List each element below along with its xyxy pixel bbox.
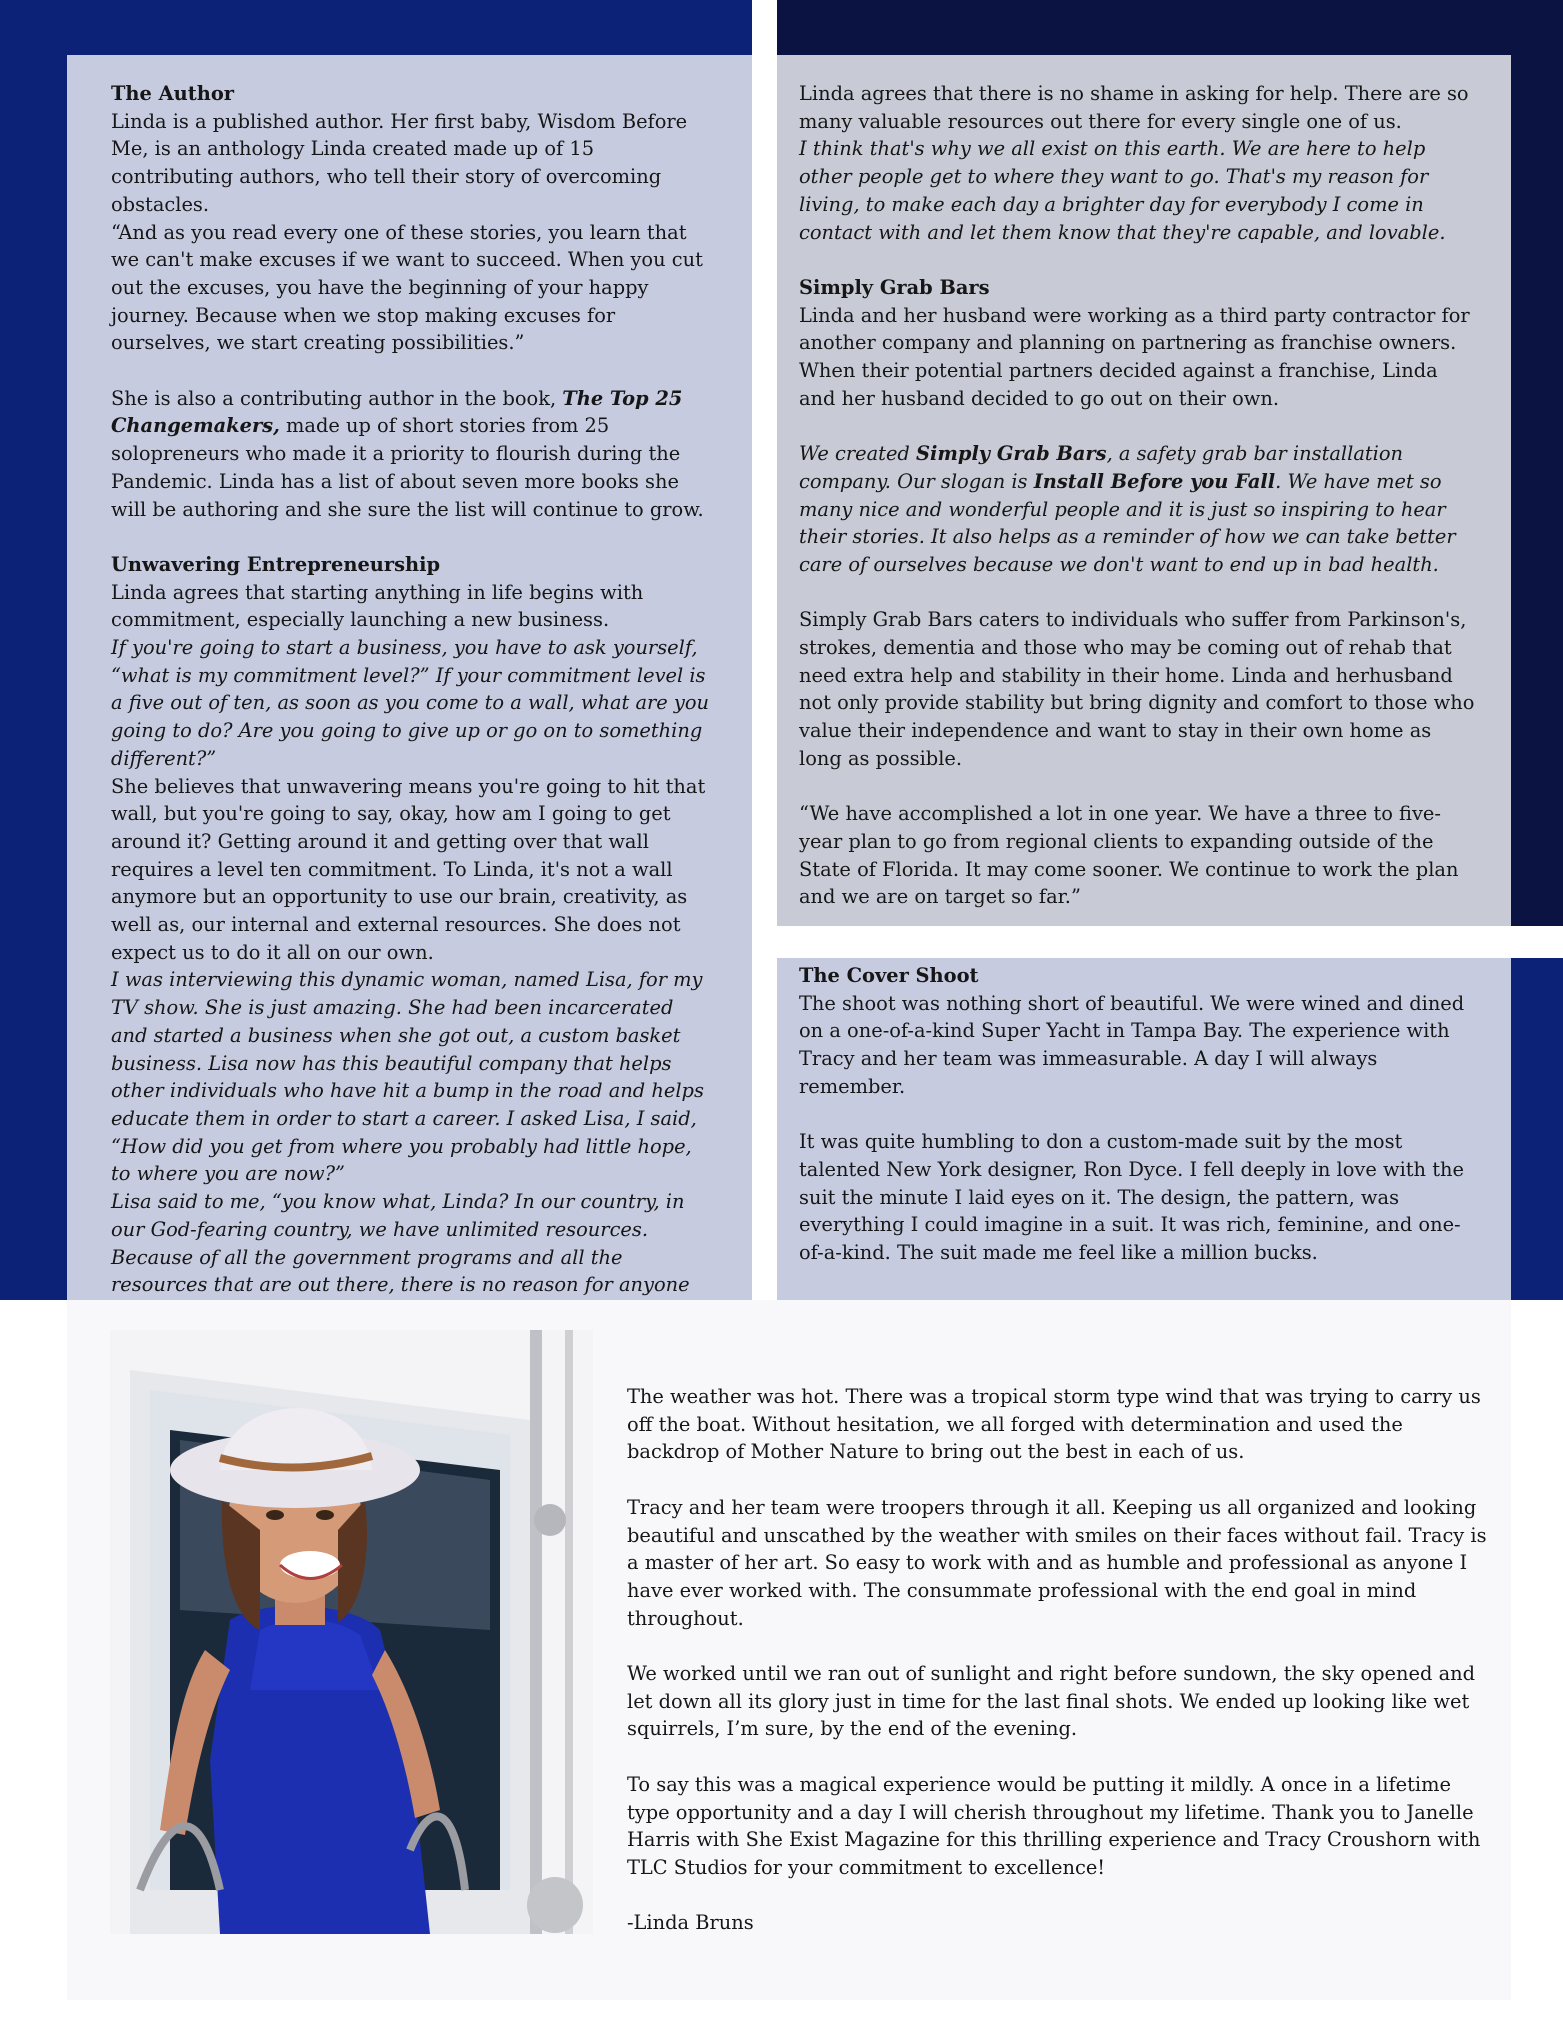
entrepreneurship-quote-3: Lisa said to me, “you know what, Linda? In our country, in our God-fearing country, we have unlimited resources. Because of all the government programs and all the resources that are out there, there is no reason for anyone — [111, 1190, 690, 1297]
right-top-text-panel — [777, 55, 1511, 926]
cover-shoot-section — [799, 962, 1475, 1267]
entrepreneurship-quote-2: I was interviewing this dynamic woman, named Lisa, for my TV show. She is just amazing. She had been incarcerated and started a business when she got out, a custom basket business. Lisa now has this beautiful company that helps other individuals who have hit a bump in the road and helps educate them in order to start a career. I asked Lisa, I said, “How did you get from where you probably had little hope, to where you are now?” — [111, 968, 704, 1186]
company-name: Simply Grab Bars — [916, 442, 1107, 466]
entrepreneurship-heading: Unwavering Entrepreneurship — [111, 552, 441, 576]
author-heading: The Author — [111, 82, 234, 105]
help-and-grab-bars-section — [799, 80, 1475, 911]
author-paragraph-2: “And as you read every one of these stories, you learn that we can't make excuses if we want to succeed. When you cut out the excuses, you have the beginning of your happy journey. Because when we stop making excuses for ourselves, we start creating possibilities.” — [111, 220, 703, 355]
signature: -Linda Bruns — [627, 1911, 754, 1935]
cover-shoot-heading: The Cover Shoot — [799, 964, 979, 987]
grab-bars-paragraph-3: “We have accomplished a lot in one year. We have a three to five-year plan to go from regional clients to expanding outside of the State of Florida. It may come sooner. We continue to work the plan and we are on target so far.” — [799, 802, 1459, 909]
help-paragraph: Linda agrees that there is no shame in asking for help. There are so many valuable resources out there for every single one of us. — [799, 82, 1469, 133]
author-paragraph-1: Linda is a published author. Her first baby, Wisdom Before Me, is an anthology Linda created made up of 15 contributing authors, who tell their story of overcoming obstacles. — [111, 109, 688, 216]
cover-shoot-paragraph-2: It was quite humbling to don a custom-made suit by the most talented New York designer, Ron Dyce. I fell deeply in love with the suit the minute I laid eyes on it. The design, the pattern, was everything I could imagine in a suit. It was rich, feminine, and one-of-a-kind. The suit made me feel like a million bucks. — [799, 1130, 1464, 1265]
author-paragraph-3: She is also a contributing author in the book, The Top 25 Changemakers, made up of short stories from 25 solopreneurs who made it a priority to flourish during the Pandemic. Linda has a list of about seven more books she will be authoring and she sure the list will continue to grow. — [111, 386, 704, 521]
closing-text — [627, 1383, 1495, 1937]
cover-shoot-photo — [110, 1330, 593, 1934]
book-title: The Top 25 Changemakers, — [111, 386, 683, 438]
company-slogan: Install Before you Fall — [1033, 469, 1276, 493]
closing-paragraph-2: Tracy and her team were troopers through it all. Keeping us all organized and looking beautiful and unscathed by the weather with smiles on their faces without fail. Tracy is a master of her art. So easy to work with and as humble and professional as anyone I have ever worked with. The consummate professional with the end goal in mind throughout. — [627, 1495, 1487, 1630]
grab-bars-quote: We created Simply Grab Bars, a safety grab bar installation company. Our slogan is Install Before you Fall. We have met so many nice and wonderful people and it is just so inspiring to hear their stories. It also helps as a reminder of how we can take better care of ourselves because we don't want to end up in bad health. — [799, 442, 1456, 576]
entrepreneurship-paragraph-1: Linda agrees that starting anything in life begins with commitment, especially launching a new business. — [111, 580, 644, 632]
entrepreneurship-paragraph-2: She believes that unwavering means you're going to hit that wall, but you're going to say, okay, how am I going to get around it? Getting around it and getting over that wall requires a level ten commitment. To Linda, it's not a wall anymore but an opportunity to use our brain, creativity, as well as, our internal and external resources. She does not expect us to do it all on our own. — [111, 774, 706, 964]
closing-paragraph-3: We worked until we ran out of sunlight and right before sundown, the sky opened and let down all its glory just in time for the last final shots. We ended up looking like wet squirrels, I’m sure, by the end of the evening. — [627, 1662, 1476, 1741]
cover-shoot-paragraph-1: The shoot was nothing short of beautiful. We were wined and dined on a one-of-a-kind Super Yacht in Tampa Bay. The experience with Tracy and her team was immeasurable. A day I will always remember. — [799, 991, 1465, 1098]
grab-bars-paragraph-1: Linda and her husband were working as a third party contractor for another company and planning on partnering as franchise owners. When their potential partners decided against a franchise, Linda and her husband decided to go out on their own. — [799, 303, 1470, 410]
closing-paragraph-4: To say this was a magical experience would be putting it mildly. A once in a lifetime type opportunity and a day I will cherish throughout my lifetime. Thank you to Janelle Harris with She Exist Magazine for this thrilling experience and Tracy Croushorn with TLC Studios for your commitment to excellence! — [627, 1772, 1481, 1879]
left-text-panel — [67, 55, 752, 1300]
grab-bars-heading: Simply Grab Bars — [799, 275, 990, 299]
help-quote: I think that's why we all exist on this earth. We are here to help other people get to where they want to go. That's my reason for living, to make each day a brighter day for everybody I come in contact with and let them know that they're capable, and lovable. — [799, 137, 1446, 244]
cover-shoot-panel — [777, 958, 1511, 1300]
grab-bars-paragraph-2: Simply Grab Bars caters to individuals who suffer from Parkinson's, strokes, dementia and those who may be coming out of rehab that need extra help and stability in their home. Linda and herhusband not only provide stability but bring dignity and comfort to those who value their independence and want to stay in their own home as long as possible. — [799, 608, 1475, 770]
author-section — [111, 80, 716, 1382]
woman-on-yacht-image — [110, 1330, 593, 1934]
entrepreneurship-quote-1: If you're going to start a business, you have to ask yourself, “what is my commitment level?” If your commitment level is a five out of ten, as soon as you come to a wall, what are you going to do? Are you going to give up or go on to something different?” — [111, 636, 710, 770]
closing-paragraph-1: The weather was hot. There was a tropical storm type wind that was trying to carry us off the boat. Without hesitation, we all forged with determination and used the backdrop of Mother Nature to bring out the best in each of us. — [627, 1385, 1481, 1464]
